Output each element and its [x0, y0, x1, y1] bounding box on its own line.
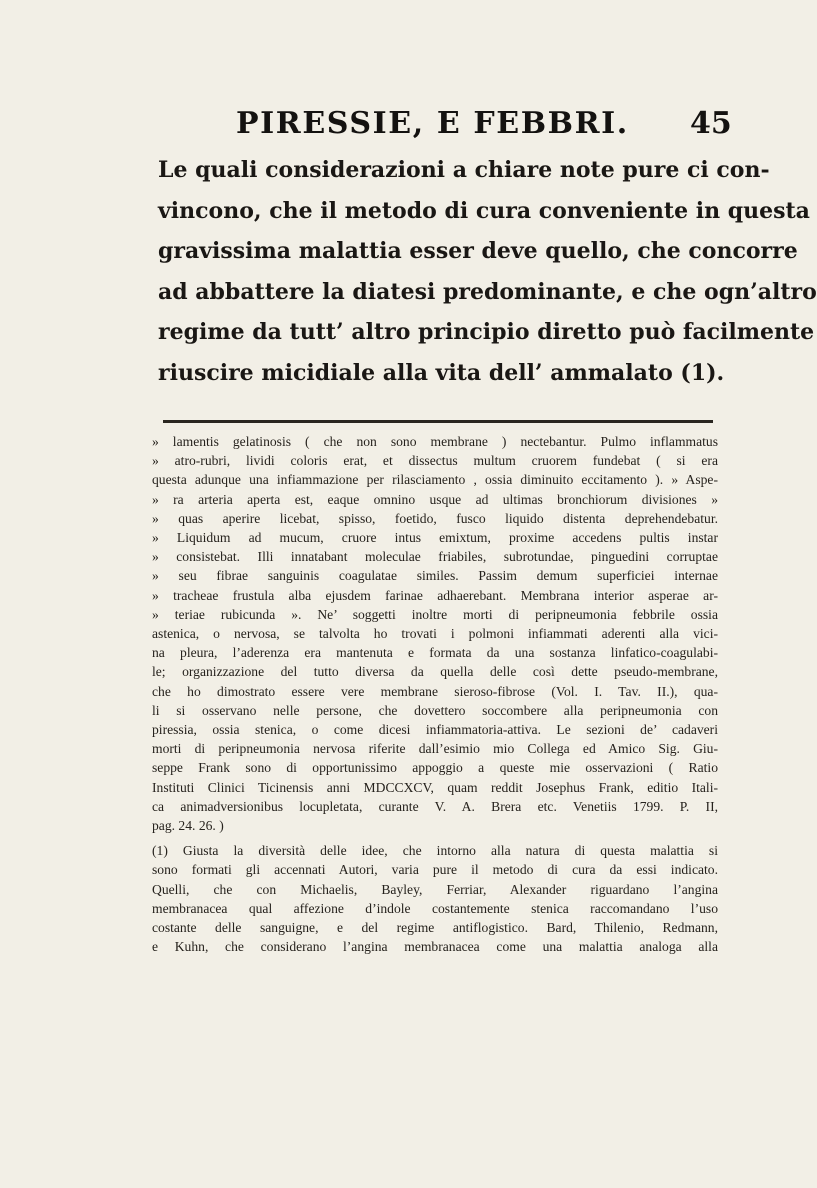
- footnote-line: membranacea qual affezione d’indole costantemente stenica raccomandano l’uso: [152, 900, 718, 916]
- footnote-line: » atro-rubri, lividi coloris erat, et dissectus multum cruorem fundebat ( si era: [152, 453, 718, 469]
- body-line: vincono, che il metodo di cura conveniente in questa: [158, 197, 810, 224]
- footnote-line: seppe Frank sono di opportunissimo appoggio a queste mie osservazioni ( Ratio: [152, 760, 718, 776]
- footnote-line: piressia, ossia stenica, o come dicesi infiammatoria-attiva. Le sezioni de’ cadaveri: [152, 722, 718, 738]
- page-header: [0, 106, 800, 146]
- footnote-line: » quas aperire licebat, spisso, foetido, fusco liquido distenta deprehendebatur.: [152, 510, 718, 526]
- footnotes: [152, 432, 718, 956]
- footnote-line: pag. 24. 26. ): [152, 818, 224, 834]
- body-line: ad abbattere la diatesi predominante, e che ogn’altro: [158, 278, 817, 305]
- footnote-line: » ra arteria aperta est, eaque omnino usque ad ultimas bronchiorum divisiones »: [152, 491, 718, 507]
- footnote-line: li si osservano nelle persone, che dovettero soccombere alla peripneumonia con: [152, 702, 718, 718]
- footnote-line: » seu fibrae sanguinis coagulatae similes. Passim demum superficiei internae: [152, 568, 718, 584]
- footnote-line: astenica, o nervosa, se talvolta ho trovati i polmoni infiammati aderenti alla vici-: [152, 626, 718, 642]
- running-head: PIRESSIE, E FEBBRI.: [236, 106, 629, 141]
- footnote-line: Quelli, che con Michaelis, Bayley, Ferriar, Alexander riguardano l’angina: [152, 881, 718, 897]
- footnote-line: » lamentis gelatinosis ( che non sono membrane ) nectebantur. Pulmo inflammatus: [152, 434, 718, 449]
- body-line: Le quali considerazioni a chiare note pure ci con-: [158, 157, 770, 183]
- footnote-line: na pleura, l’aderenza era mantenuta e formata da una sostanza linfatico-coagulabi-: [152, 645, 718, 661]
- footnote-line: » consistebat. Illi innatabant moleculae friabiles, subrotundae, pinguedini corruptae: [152, 549, 718, 565]
- footnote-line: » Liquidum ad mucum, cruore intus emixtum, proxime accedens pultis instar: [152, 530, 718, 546]
- footnote-line: le; organizzazione del tutto diversa da quella delle così dette pseudo-membrane,: [152, 664, 718, 680]
- body-line: gravissima malattia esser deve quello, che concorre: [158, 238, 798, 264]
- footnote-rule: [163, 420, 713, 423]
- footnote-line: ca animadversionibus locupletata, curante V. A. Brera etc. Venetiis 1799. P. II,: [152, 798, 718, 814]
- footnote-line: che ho dimostrato essere vere membrane sieroso-fibrose (Vol. I. Tav. II.), qua-: [152, 683, 718, 699]
- body-paragraph: [158, 150, 817, 393]
- footnote-continuation: [152, 432, 718, 835]
- footnote-line: » tracheae frustula alba ejusdem farinae adhaerebant. Membrana interior asperae ar-: [152, 587, 718, 603]
- body-line: riuscire micidiale alla vita dell’ ammalato (1).: [158, 359, 725, 386]
- footnote-line: morti di peripneumonia nervosa riferite dall’esimio mio Collega ed Amico Sig. Giu-: [152, 741, 718, 757]
- page-number: 45: [690, 106, 732, 141]
- footnote-line: Instituti Clinici Ticinensis anni MDCCXCV, quam reddit Josephus Frank, editio Itali-: [152, 779, 718, 795]
- footnote-line: » teriae rubicunda ». Ne’ soggetti inoltre morti di peripneumonia febbrile ossia: [152, 606, 718, 622]
- body-line: regime da tutt’ altro principio diretto può facilmente: [158, 319, 815, 345]
- footnote-line: (1) Giusta la diversità delle idee, che intorno alla natura di questa malattia si: [152, 843, 718, 859]
- footnote-line: sono formati gli accennati Autori, varia pure il metodo di cura da essi indicato.: [152, 862, 718, 878]
- footnote-line: e Kuhn, che considerano l’angina membranacea come una malattia analoga alla: [152, 939, 718, 955]
- footnote-1: [152, 841, 718, 956]
- footnote-line: questa adunque una infiammazione per rilasciamento , ossia diminuito eccitamento ). » Aspe-: [152, 472, 718, 488]
- footnote-line: costante delle sanguigne, e del regime antiflogistico. Bard, Thilenio, Redmann,: [152, 920, 718, 936]
